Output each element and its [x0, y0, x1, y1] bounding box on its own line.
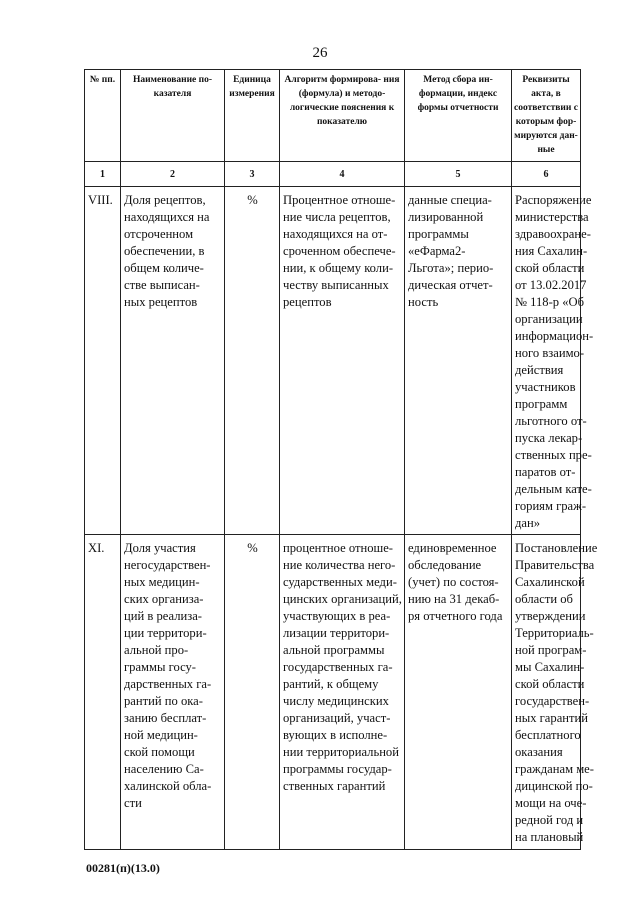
- cell-text-line: ных гарантий: [515, 711, 589, 725]
- cell-text-line: дарственных га-: [124, 677, 212, 691]
- indicator-name: [121, 535, 225, 850]
- cell-text-line: рантий, к общему: [283, 677, 379, 691]
- cell-text-line: честву выписанных: [283, 278, 389, 292]
- cell-text-line: участвующих в реа-: [283, 609, 391, 623]
- cell-text-line: находящихся на от-: [283, 227, 388, 241]
- cell-text-line: программ: [515, 397, 568, 411]
- method-cell: [405, 187, 512, 535]
- cell-text-line: № 118-р «Об: [515, 295, 585, 309]
- header-number: № пп.: [85, 70, 121, 162]
- column-number: 3: [225, 162, 280, 187]
- cell-text-line: населению Са-: [124, 762, 204, 776]
- cell-text-line: ной медицин-: [124, 728, 198, 742]
- cell-text-line: рецептов: [283, 295, 332, 309]
- header-algorithm: Алгоритм формирова- ния (формула) и методо- логические пояснения к показателю: [280, 70, 405, 162]
- cell-text-line: Процентное отноше-: [283, 193, 396, 207]
- cell-text-line: нию на 31 декаб-: [408, 592, 500, 606]
- cell-text-line: занию бесплат-: [124, 711, 207, 725]
- cell-text-line: программы: [408, 227, 469, 241]
- unit-cell: %: [225, 187, 280, 535]
- header-collection-method: Метод сбора ин- формации, индекс формы отчетности: [405, 70, 512, 162]
- column-number: 6: [512, 162, 581, 187]
- cell-text-line: программы государ-: [283, 762, 392, 776]
- act-cell: [512, 187, 594, 535]
- cell-text-line: действия: [515, 363, 564, 377]
- cell-text-line: отсроченном: [124, 227, 194, 241]
- cell-text-line: Территориаль-: [515, 626, 594, 640]
- cell-text-line: обеспечении, в: [124, 244, 205, 258]
- cell-text-line: сти: [124, 796, 142, 810]
- cell-text-line: общем количе-: [124, 261, 204, 275]
- header-unit: Единица измерения: [225, 70, 280, 162]
- cell-text-line: ных рецептов: [124, 295, 198, 309]
- cell-text-line: государственных га-: [283, 660, 393, 674]
- cell-text-line: организаций, участ-: [283, 711, 391, 725]
- cell-text-line: ской области: [515, 677, 585, 691]
- cell-text-line: организации: [515, 312, 583, 326]
- cell-text-line: находящихся на: [124, 210, 210, 224]
- cell-text-line: Доля участия: [124, 541, 196, 555]
- cell-text-line: Льгота»; перио-: [408, 261, 494, 275]
- cell-text-line: ние числа рецептов,: [283, 210, 391, 224]
- cell-text-line: ции территори-: [124, 626, 207, 640]
- column-number: 5: [405, 162, 512, 187]
- cell-text-line: обследование: [408, 558, 482, 572]
- cell-text-line: (учет) по состоя-: [408, 575, 499, 589]
- cell-text-line: рантий по ока-: [124, 694, 203, 708]
- cell-text-line: халинской обла-: [124, 779, 212, 793]
- cell-text-line: Доля рецептов,: [124, 193, 206, 207]
- cell-text-line: нии территориальной: [283, 745, 399, 759]
- cell-text-line: лизированной: [408, 210, 484, 224]
- cell-text-line: дицинской по-: [515, 779, 593, 793]
- cell-text-line: редной год и: [515, 813, 584, 827]
- cell-text-line: ние количества него-: [283, 558, 396, 572]
- cell-text-line: ной програм-: [515, 643, 587, 657]
- row-number: VIII.: [85, 187, 121, 535]
- cell-text-line: альной программы: [283, 643, 385, 657]
- cell-text-line: ных медицин-: [124, 575, 200, 589]
- cell-text-line: Постановление: [515, 541, 598, 555]
- algorithm-cell: [280, 535, 405, 850]
- cell-text-line: ного взаимо-: [515, 346, 585, 360]
- document-code: 00281(п)(13.0): [86, 861, 160, 875]
- cell-text-line: ния Сахалин-: [515, 244, 588, 258]
- cell-text-line: вующих в исполне-: [283, 728, 388, 742]
- cell-text-line: Правительства: [515, 558, 595, 572]
- cell-text-line: гориям граж-: [515, 499, 587, 513]
- cell-text-line: гражданам ме-: [515, 762, 594, 776]
- cell-text-line: мы Сахалин-: [515, 660, 585, 674]
- column-number-row: [85, 162, 581, 187]
- cell-text-line: негосударствен-: [124, 558, 211, 572]
- page-number: 26: [312, 45, 328, 61]
- cell-text-line: ственных гарантий: [283, 779, 386, 793]
- cell-text-line: сроченном обеспече-: [283, 244, 396, 258]
- cell-text-line: здравоохране-: [515, 227, 591, 241]
- cell-text-line: утверждении: [515, 609, 586, 623]
- method-cell: [405, 535, 512, 850]
- cell-text-line: «еФарма2-: [408, 244, 466, 258]
- cell-text-line: ских организа-: [124, 592, 204, 606]
- cell-text-line: альной про-: [124, 643, 189, 657]
- cell-text-line: Сахалинской: [515, 575, 585, 589]
- cell-text-line: дан»: [515, 516, 541, 530]
- indicator-table: [84, 69, 598, 850]
- cell-text-line: данные специа-: [408, 193, 492, 207]
- cell-text-line: Распоряжение: [515, 193, 592, 207]
- act-cell: [512, 535, 598, 850]
- cell-text-line: пуска лекар-: [515, 431, 583, 445]
- cell-text-line: дическая отчет-: [408, 278, 493, 292]
- cell-text-line: льготного от-: [515, 414, 587, 428]
- cell-text-line: оказания: [515, 745, 563, 759]
- column-number: 4: [280, 162, 405, 187]
- cell-text-line: ской области: [515, 261, 585, 275]
- column-number: 2: [121, 162, 225, 187]
- cell-text-line: государствен-: [515, 694, 590, 708]
- cell-text-line: от 13.02.2017: [515, 278, 587, 292]
- cell-text-line: нии, к общему коли-: [283, 261, 394, 275]
- column-number: 1: [85, 162, 121, 187]
- row-number: XI.: [85, 535, 121, 850]
- cell-text-line: единовременное: [408, 541, 497, 555]
- cell-text-line: министерства: [515, 210, 589, 224]
- cell-text-line: мощи на оче-: [515, 796, 587, 810]
- algorithm-cell: [280, 187, 405, 535]
- cell-text-line: информацион-: [515, 329, 594, 343]
- cell-text-line: стве выписан-: [124, 278, 200, 292]
- header-act-details: Реквизиты акта, в соответствии с которым фор- мируются дан- ные: [512, 70, 581, 162]
- header-indicator-name: Наименование по- казателя: [121, 70, 225, 162]
- cell-text-line: бесплатного: [515, 728, 581, 742]
- table-row: [85, 535, 581, 850]
- table-row: [85, 187, 581, 535]
- cell-text-line: ря отчетного года: [408, 609, 503, 623]
- cell-text-line: лизации территори-: [283, 626, 390, 640]
- unit-cell: %: [225, 535, 280, 850]
- cell-text-line: ность: [408, 295, 439, 309]
- cell-text-line: области об: [515, 592, 573, 606]
- cell-text-line: участников: [515, 380, 576, 394]
- cell-text-line: на плановый: [515, 830, 584, 844]
- cell-text-line: дельным кате-: [515, 482, 592, 496]
- cell-text-line: ской помощи: [124, 745, 195, 759]
- cell-text-line: граммы госу-: [124, 660, 196, 674]
- cell-text-line: сударственных меди-: [283, 575, 397, 589]
- cell-text-line: ций в реализа-: [124, 609, 202, 623]
- cell-text-line: процентное отноше-: [283, 541, 393, 555]
- indicator-name: [121, 187, 225, 535]
- cell-text-line: паратов от-: [515, 465, 576, 479]
- cell-text-line: числу медицинских: [283, 694, 389, 708]
- table-header-row: [85, 70, 581, 162]
- cell-text-line: цинских организаций,: [283, 592, 402, 606]
- cell-text-line: ственных пре-: [515, 448, 592, 462]
